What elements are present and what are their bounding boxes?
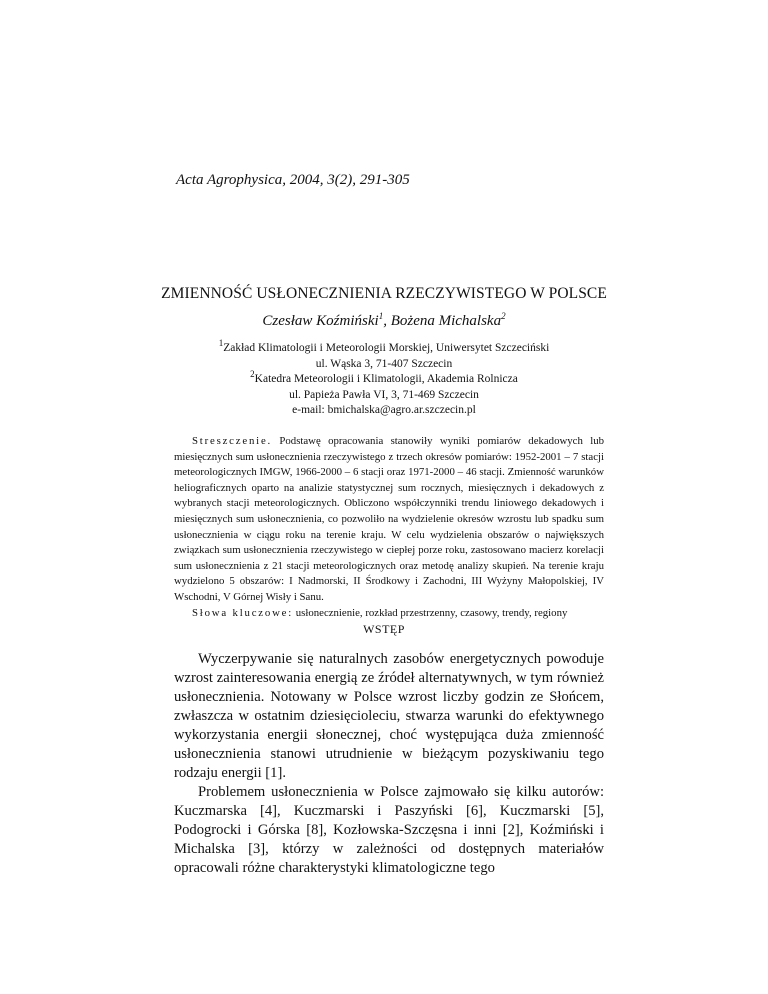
body-paragraph: Problemem usłonecznienia w Polsce zajmowało się kilku autorów: Kuczmarska [4], Kuczmarski i Paszyński [6], Kuczmarski [5], Podogrocki i Górska [8], Kozłowska-Szczęsna i inni [2], Koźmiński i Michalska [3], którzy w zależności od dostępnych materiałów opracowali różne charakterystyki klimatologiczne tego [174,784,604,876]
abstract-block [174,434,604,621]
affiliation-line [0,369,768,388]
body-paragraph: Wyczerpywanie się naturalnych zasobów energetycznych powoduje wzrost zainteresowania energią ze źródeł alternatywnych, w tym również usłonecznienia. Notowany w Polsce wzrost liczby godzin ze Słońcem, zwłaszcza w ostatnim dziesięcioleciu, stwarza warunki do efektywnego wykorzystania energii słonecznej, choć występująca duża zmienność usłonecznienia stanowi utrudnienie w bieżącym pozyskiwaniu tego rodzaju energii [1]. [174,651,604,781]
abstract-paragraph [174,434,604,606]
author-name-2: Bożena Michalska [390,313,502,329]
keywords-label: Słowa kluczowe: [192,606,294,619]
affiliation-line [0,388,768,404]
keywords-paragraph [174,606,604,622]
keywords-text: usłonecznienie, rozkład przestrzenny, czasowy, trendy, regiony [293,606,568,619]
abstract-text: Podstawę opracowania stanowiły wyniki pomiarów dekadowych lub miesięcznych sum usłonecznienia rzeczywistego z trzech okresów pomiarów: 1952-2001 – 7 stacji meteorologicznych IMGW, 1966-2000 – 6 stacji oraz 1971-2000 – 46 stacji. Zmienność warunków heliograficznych oparto na analizie statystycznej sum rocznych, miesięcznych i dekadowych z wybranych stacji meteorologicznych. Obliczono współczynniki trendu liniowego dekadowych i miesięcznych sum usłonecznienia, co pozwoliło na wydzielenie okresów wzrostu lub spadku sum usłonecznienia w ciągu roku na terenie kraju. W celu wydzielenia obszarów o największych związkach sum usłonecznienia rzeczywistego w ciepłej porze roku, zastosowano macierz korelacji sum usłonecznienia z 21 stacji meteorologicznych oraz metodę analizy skupień. Na terenie kraju wydzielono 5 obszarów: I Nadmorski, II Środkowy i Zachodni, III Wyżyny Małopolskiej, IV Wschodni, V Górnej Wisły i Sanu. [174,435,604,603]
affiliation-text: ul. Papieża Pawła VI, 3, 71-469 Szczecin [289,388,479,401]
author-separator: , [383,313,391,329]
affiliation-text: e-mail: bmichalska@agro.ar.szczecin.pl [292,404,476,416]
author-2-affiliation-mark: 2 [501,311,506,321]
article-title: ZMIENNOŚĆ USŁONECZNIENIA RZECZYWISTEGO W POLSCE [161,285,607,302]
affiliation-mark: 1 [218,338,224,349]
affiliation-text: Zakład Klimatologii i Meteorologii Morskiej, Uniwersytet Szczeciński [223,342,550,354]
affiliation-text: Katedra Meteorologii i Klimatologii, Akademia Rolnicza [254,373,518,385]
affiliation-line [0,357,768,373]
affiliations-block [0,338,768,419]
journal-reference: Acta Agrophysica, 2004, 3(2), 291-305 [176,172,410,188]
section-body [174,650,604,878]
affiliation-email [0,403,768,419]
affiliation-line [0,338,768,357]
author-1-affiliation-mark: 1 [378,311,384,321]
authors-line [0,313,768,330]
affiliation-text: ul. Wąska 3, 71-407 Szczecin [315,357,453,370]
section-heading: WSTĘP [363,622,405,636]
abstract-label: Streszczenie. [192,435,273,447]
affiliation-mark: 2 [250,369,255,380]
author-name-1: Czesław Koźmiński [262,313,379,329]
